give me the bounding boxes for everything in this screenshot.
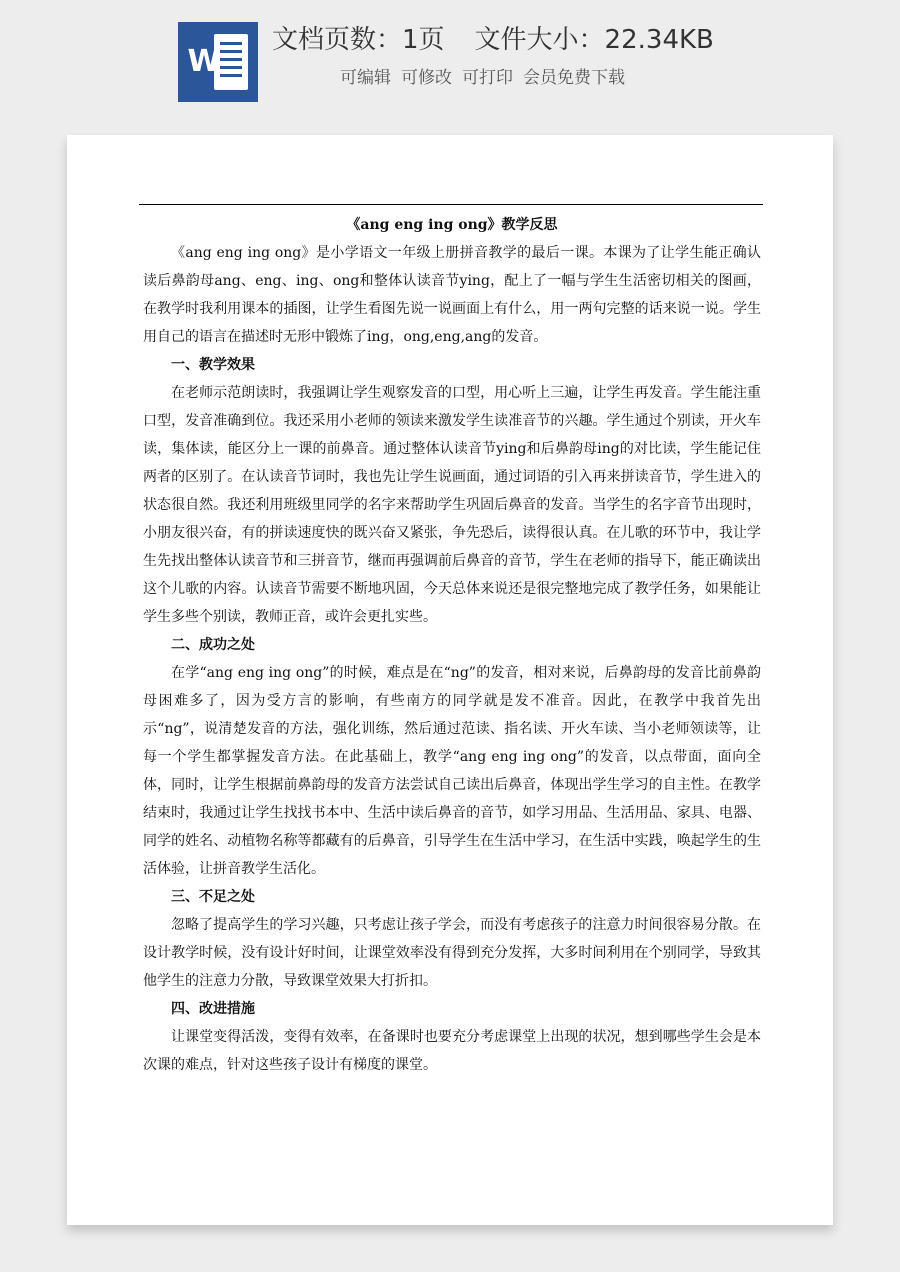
section-heading-improvements: 四、改进措施 <box>171 1001 255 1017</box>
word-document-icon <box>178 22 258 102</box>
document-page <box>67 135 833 1225</box>
section-text-shortcomings: 忽略了提高学生的学习兴趣，只考虑让孩子学会，而没有考虑孩子的注意力时间很容易分散。在设计教学时候，没有设计好时间，让课堂效率没有得到充分发挥，大多时间利用在个别同学，导致其他学生的注意力分散，导致课堂效果大打折扣。 <box>143 917 761 989</box>
word-letter-icon: W <box>187 44 221 79</box>
section-text-improvements: 让课堂变得活泼，变得有效率，在备课时也要充分考虑课堂上出现的状况，想到哪些学生会是本次课的难点，针对这些孩子设计有梯度的课堂。 <box>143 1029 761 1073</box>
section-heading-success: 二、成功之处 <box>171 637 255 653</box>
section-heading-effect: 一、教学效果 <box>171 357 255 373</box>
feature-modifiable: 可修改 <box>401 68 452 88</box>
intro-paragraph: 《ang eng ing ong》是小学语文一年级上册拼音教学的最后一课。本课为了让学生能正确认读后鼻韵母ang、eng、ing、ong和整体认读音节ying，配上了一幅与学生生活密切相关的图画，在教学时我利用课本的插图，让学生看图先说一说画面上有什么，用一两句完整的话来说一说。学生用自己的语言在描述时无形中锻炼了ing，ong,eng,ang的发音。 <box>143 245 761 345</box>
document-body <box>143 211 761 1079</box>
file-info <box>272 20 872 60</box>
section-text-effect: 在老师示范朗读时，我强调让学生观察发音的口型，用心听上三遍，让学生再发音。学生能注重口型，发音准确到位。我还采用小老师的领读来激发学生读准音节的兴趣。学生通过个别读，开火车读，集体读，能区分上一课的前鼻音。通过整体认读音节ying和后鼻韵母ing的对比读，学生能记住两者的区别了。在认读音节词时，我也先让学生说画面，通过词语的引入再来拼读音节，学生进入的状态很自然。我还利用班级里同学的名字来帮助学生巩固后鼻音的发音。当学生的名字音节出现时，小朋友很兴奋，有的拼读速度快的既兴奋又紧张，争先恐后，读得很认真。在儿歌的环节中，我让学生先找出整体认读音节和三拼音节，继而再强调前后鼻音的音节，学生在老师的指导下，能正确读出这个儿歌的内容。认读音节需要不断地巩固，今天总体来说还是很完整地完成了教学任务，如果能让学生多些个别读，教师正音，或许会更扎实些。 <box>143 385 761 625</box>
download-banner <box>0 0 900 120</box>
section-text-success: 在学“ang eng ing ong”的时候，难点是在“ng”的发音，相对来说，后鼻韵母的发音比前鼻韵母困难多了，因为受方言的影响，有些南方的同学就是发不准音。因此，在教学中我首先出示“ng”，说清楚发音的方法，强化训练，然后通过范读、指名读、开火车读、当小老师领读等，让每一个学生都掌握发音方法。在此基础上，教学“ang eng ing ong”的发音，以点带面，面向全体，同时，让学生根据前鼻韵母的发音方法尝试自己读出后鼻音，体现出学生学习的自主性。在教学结束时，我通过让学生找找书本中、生活中读后鼻音的音节，如学习用品、生活用品、家具、电器、同学的姓名、动植物名称等都藏有的后鼻音，引导学生在生活中学习，在生活中实践，唤起学生的生活体验，让拼音教学生活化。 <box>143 665 761 877</box>
document-title: 《ang eng ing ong》教学反思 <box>346 217 558 233</box>
feature-editable: 可编辑 <box>340 68 391 88</box>
section-heading-shortcomings: 三、不足之处 <box>171 889 255 905</box>
feature-member-download[interactable]: 会员免费下载 <box>523 68 625 88</box>
file-size: 文件大小：22.34KB <box>474 25 714 55</box>
page-count: 文档页数：1页 <box>272 25 445 55</box>
feature-printable: 可打印 <box>462 68 513 88</box>
header-rule <box>139 204 763 205</box>
feature-list <box>340 64 635 92</box>
